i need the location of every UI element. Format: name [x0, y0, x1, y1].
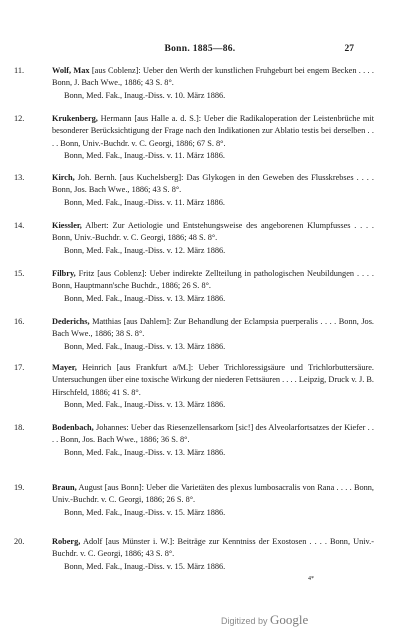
- header-title: Bonn. 1885—86.: [164, 44, 236, 54]
- entry-number: 18.: [14, 423, 25, 432]
- entry-number: 20.: [14, 537, 25, 546]
- dissertation-note: Bonn, Med. Fak., Inaug.-Diss. v. 11. März 1886.: [64, 151, 225, 161]
- entry-text: Matthias [aus Dahlem]: Zur Behandlung der Eclampsia puerperalis . . . . Bonn, Jos. Bach Wwe., 1886; 38 S. 8°.: [52, 317, 374, 339]
- watermark-prefix: Digitized by: [221, 616, 271, 626]
- entry-body: [52, 268, 374, 305]
- entry-body: [52, 482, 374, 519]
- entry-number: 16.: [14, 317, 25, 326]
- entry-body: [52, 65, 374, 102]
- entry-number: 14.: [14, 221, 25, 230]
- entry-number: 15.: [14, 269, 25, 278]
- author-name: Roberg,: [52, 537, 81, 546]
- entry-number: 19.: [14, 483, 25, 492]
- entry-text: Johannes: Ueber das Riesenzellensarkom [sic!] des Alveolarfortsatzes der Kiefer . . . . Bonn, Jos. Bach Wwe., 1886; 36 S. 8°.: [52, 423, 374, 445]
- entry-text: Fritz [aus Coblenz]: Ueber indirekte Zellteilung in pathologischen Neubildungen . . . . Bonn, Hauptmann'sche Buchdr., 1886; 26 S. 8°.: [52, 269, 374, 291]
- google-logo: Google: [270, 612, 309, 627]
- author-name: Dederichs,: [52, 317, 90, 326]
- dissertation-note: Bonn, Med. Fak., Inaug.-Diss. v. 13. März 1886.: [64, 293, 226, 303]
- dissertation-note: Bonn, Med. Fak., Inaug.-Diss. v. 15. März 1886.: [64, 561, 226, 571]
- dissertation-note: Bonn, Med. Fak., Inaug.-Diss. v. 15. März 1886.: [64, 507, 226, 517]
- entry-text: [aus Coblenz]: Ueber den Werth der kunstlichen Fruhgeburt bei engem Becken . . . . Bonn, J. Bach Wwe., 1886; 43 S. 8°.: [52, 66, 374, 88]
- entry-body: [52, 220, 374, 257]
- dissertation-note: Bonn, Med. Fak., Inaug.-Diss. v. 12. März 1886.: [64, 245, 226, 255]
- dissertation-note: Bonn, Med. Fak., Inaug.-Diss. v. 11. März 1886.: [64, 197, 225, 207]
- running-header: [0, 44, 400, 58]
- entry-text: Joh. Bernh. [aus Kuchelsberg]: Das Glykogen in den Geweben des Flusskrebses . . . . Bonn, Jos. Bach Wwe., 1886; 43 S. 8°.: [52, 173, 374, 195]
- dissertation-note: Bonn, Med. Fak., Inaug.-Diss. v. 13. März 1886.: [64, 400, 226, 410]
- entry-body: [52, 113, 374, 163]
- author-name: Kiessler,: [52, 221, 82, 230]
- entry-body: [52, 316, 374, 353]
- signature-mark: 4*: [308, 576, 314, 582]
- author-name: Wolf, Max: [52, 66, 90, 75]
- entry-number: 17.: [14, 363, 25, 372]
- entry-text: August [aus Bonn]: Ueber die Varietäten des plexus lumbosacralis von Rana . . . . Bonn, Univ.-Buchdr. v. C. Georgi, 1886; 26 S. 8°.: [52, 483, 374, 505]
- entry-text: Albert: Zur Aetiologie und Entstehungsweise des angeborenen Klumpfusses . . . . Bonn, Univ.-Buchdr. v. C. Georgi, 1886; 48 S. 8°.: [52, 221, 374, 243]
- entry-number: 12.: [14, 114, 25, 123]
- entry-body: [52, 362, 374, 412]
- author-name: Mayer,: [52, 363, 77, 372]
- entry-body: [52, 422, 374, 459]
- entry-text: Hermann [aus Halle a. d. S.]: Ueber die Radikaloperation der Leistenbrüche mit besonderer Berücksichtigung der Frage nach den Indikationen zur Ablatio testis bei derselben . . . . Bonn, Univ.-Buchdr. v. C. Georgi, 1886; 67 S. 8°.: [52, 114, 374, 148]
- dissertation-note: Bonn, Med. Fak., Inaug.-Diss. v. 13. März 1886.: [64, 341, 226, 351]
- entry-number: 11.: [14, 66, 25, 75]
- entry-body: [52, 172, 374, 209]
- entry-number: 13.: [14, 173, 25, 182]
- page-number: 27: [344, 44, 354, 54]
- dissertation-note: Bonn, Med. Fak., Inaug.-Diss. v. 13. März 1886.: [64, 447, 226, 457]
- author-name: Braun,: [52, 483, 77, 492]
- author-name: Filbry,: [52, 269, 76, 278]
- author-name: Kirch,: [52, 173, 75, 182]
- dissertation-note: Bonn, Med. Fak., Inaug.-Diss. v. 10. März 1886.: [64, 90, 226, 100]
- entry-text: Heinrich [aus Frankfurt a/M.]: Ueber Trichloressigsäure und Trichlorbuttersäure. Untersuchungen über eine toxische Wirkung der niederen Fettsäuren . . . . Leipzig, Druck v. J. B. Hirschfeld, 1886; 41 S. 8°.: [52, 363, 374, 397]
- entry-text: Adolf [aus Münster i. W.]: Beiträge zur Kenntniss der Exostosen . . . . Bonn, Univ.-Buchdr. v. C. Georgi, 1886; 43 S. 8°.: [52, 537, 374, 559]
- entry-body: [52, 536, 374, 573]
- author-name: Bodenbach,: [52, 423, 94, 432]
- digitization-watermark: [221, 612, 308, 628]
- author-name: Krukenberg,: [52, 114, 98, 123]
